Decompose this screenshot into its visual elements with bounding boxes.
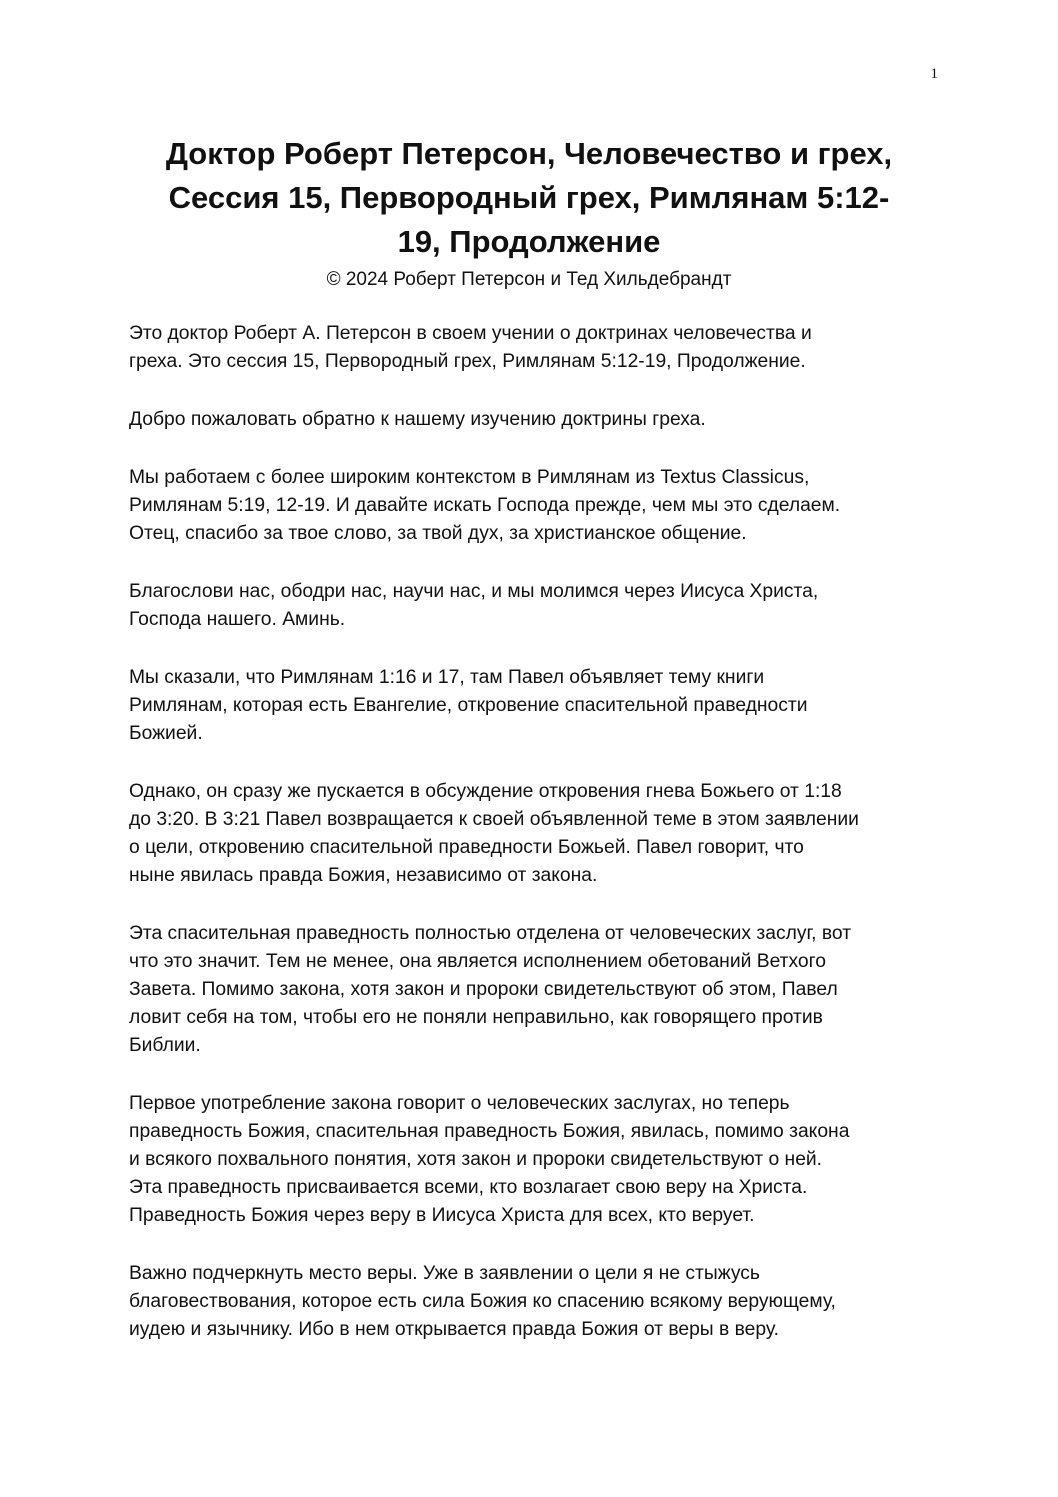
paragraph-line: Завета. Помимо закона, хотя закон и пророки свидетельствуют об этом, Павел xyxy=(129,979,838,1000)
document-title xyxy=(110,132,948,264)
body-text xyxy=(129,320,939,1374)
paragraph-line: ловит себя на том, чтобы его не поняли неправильно, как говорящего против xyxy=(129,1007,823,1028)
paragraph-line: праведность Божия, спасительная праведность Божия, явилась, помимо закона xyxy=(129,1121,850,1142)
paragraph-line: Эта праведность присваивается всеми, кто возлагает свою веру на Христа. xyxy=(129,1177,808,1198)
paragraph-line: Праведность Божия через веру в Иисуса Христа для всех, кто верует. xyxy=(129,1205,755,1226)
paragraph xyxy=(129,664,939,748)
paragraph xyxy=(129,1260,939,1344)
paragraph xyxy=(129,920,939,1060)
paragraph-line: о цели, откровению спасительной праведности Божьей. Павел говорит, что xyxy=(129,837,804,858)
title-line: Сессия 15, Первородный грех, Римлянам 5:12- xyxy=(168,180,890,215)
paragraph xyxy=(129,464,939,548)
paragraph-line: греха. Это сессия 15, Первородный грех, Римлянам 5:12-19, Продолжение. xyxy=(129,351,806,372)
paragraph-line: Мы сказали, что Римлянам 1:16 и 17, там Павел объявляет тему книги xyxy=(129,667,765,688)
paragraph xyxy=(129,320,939,376)
paragraph-line: Благослови нас, ободри нас, научи нас, и мы молимся через Иисуса Христа, xyxy=(129,581,819,602)
title-line: 19, Продолжение xyxy=(397,224,661,259)
paragraph-line: благовествования, которое есть сила Божия ко спасению всякому верующему, xyxy=(129,1291,836,1312)
paragraph-line: Первое употребление закона говорит о человеческих заслугах, но теперь xyxy=(129,1093,790,1114)
paragraph-line: до 3:20. В 3:21 Павел возвращается к своей объявленной теме в этом заявлении xyxy=(129,809,859,830)
paragraph xyxy=(129,578,939,634)
copyright-notice: © 2024 Роберт Петерсон и Тед Хильдебрандт xyxy=(326,269,732,290)
paragraph xyxy=(129,1090,939,1230)
paragraph-line: Божией. xyxy=(129,723,203,744)
paragraph-line: Это доктор Роберт А. Петерсон в своем учении о доктринах человечества и xyxy=(129,323,812,344)
paragraph-line: Мы работаем с более широким контекстом в Римлянам из Textus Classicus, xyxy=(129,467,810,488)
paragraph-line: Важно подчеркнуть место веры. Уже в заявлении о цели я не стыжусь xyxy=(129,1263,760,1284)
paragraph-line: Библии. xyxy=(129,1035,201,1056)
paragraph-line: Римлянам 5:19, 12-19. И давайте искать Господа прежде, чем мы это сделаем. xyxy=(129,495,841,516)
paragraph-line: Отец, спасибо за твое слово, за твой дух, за христианское общение. xyxy=(129,523,747,544)
paragraph-line: Господа нашего. Аминь. xyxy=(129,609,346,630)
paragraph xyxy=(129,406,939,434)
paragraph-line: Однако, он сразу же пускается в обсуждение откровения гнева Божьего от 1:18 xyxy=(129,781,842,802)
page-number: 1 xyxy=(930,66,938,82)
paragraph-line: и всякого похвального понятия, хотя закон и пророки свидетельствуют о ней. xyxy=(129,1149,823,1170)
title-line: Доктор Роберт Петерсон, Человечество и грех, xyxy=(165,136,893,171)
paragraph-line: иудею и язычнику. Ибо в нем открывается правда Божия от веры в веру. xyxy=(129,1319,779,1340)
paragraph-line: Добро пожаловать обратно к нашему изучению доктрины греха. xyxy=(129,409,706,430)
paragraph-line: ныне явилась правда Божия, независимо от закона. xyxy=(129,865,598,886)
paragraph-line: Эта спасительная праведность полностью отделена от человеческих заслуг, вот xyxy=(129,923,852,944)
paragraph xyxy=(129,778,939,890)
paragraph-line: что это значит. Тем не менее, она является исполнением обетований Ветхого xyxy=(129,951,826,972)
paragraph-line: Римлянам, которая есть Евангелие, откровение спасительной праведности xyxy=(129,695,808,716)
